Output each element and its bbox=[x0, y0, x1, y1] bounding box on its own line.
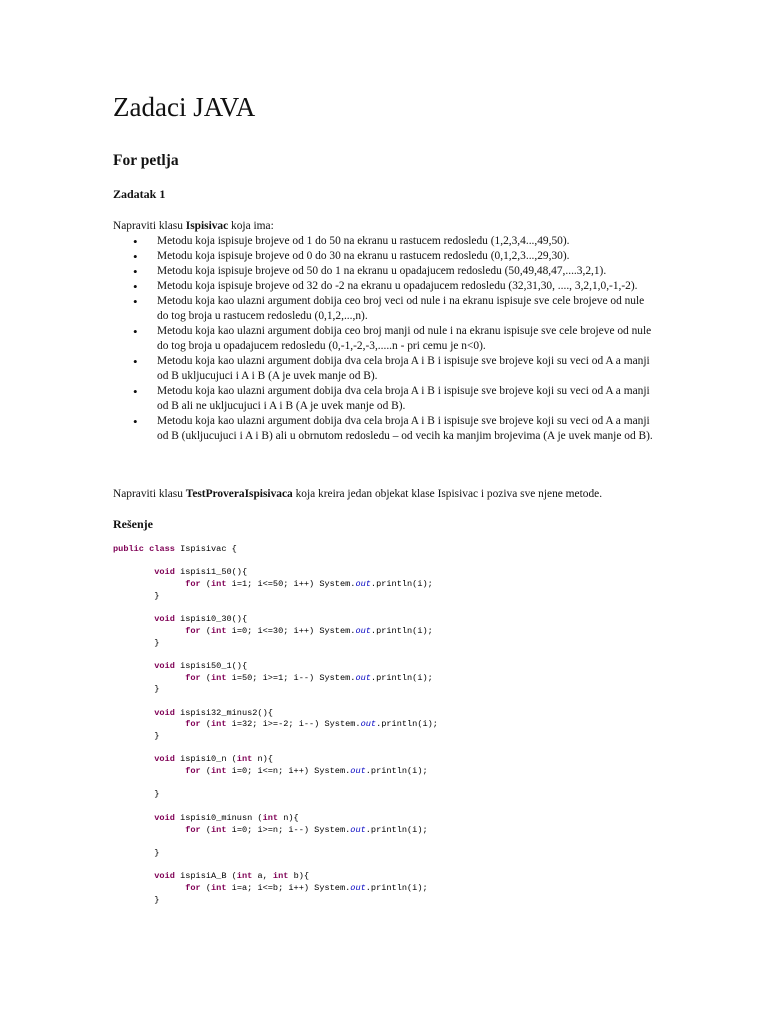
code-line bbox=[113, 766, 438, 778]
code-keyword: int bbox=[236, 754, 253, 765]
code-keyword: void bbox=[154, 871, 175, 882]
code-line bbox=[113, 544, 438, 556]
code-keyword: int bbox=[272, 871, 289, 882]
para2-prefix: Napraviti klasu bbox=[113, 488, 186, 500]
code-line bbox=[113, 825, 438, 837]
code-text: ispisi0_n ( bbox=[174, 754, 237, 765]
code-text: } bbox=[113, 894, 160, 905]
code-text: i=50; i>=1; i--) System. bbox=[226, 672, 356, 683]
code-line bbox=[113, 789, 438, 801]
code-block bbox=[113, 544, 438, 906]
code-text: a, bbox=[252, 871, 273, 882]
code-field: out bbox=[355, 672, 371, 683]
code-line bbox=[113, 731, 438, 743]
code-line bbox=[113, 871, 438, 883]
code-line bbox=[113, 754, 438, 766]
code-text: } bbox=[113, 789, 160, 800]
code-keyword: for bbox=[185, 672, 201, 683]
code-text: } bbox=[113, 847, 160, 858]
code-text: ispisi1_50(){ bbox=[174, 567, 248, 578]
code-line bbox=[113, 860, 438, 872]
code-keyword: for bbox=[185, 579, 201, 590]
code-keyword: int bbox=[211, 672, 227, 683]
code-line bbox=[113, 719, 438, 731]
code-text bbox=[113, 883, 185, 893]
intro-class-name: Ispisivac bbox=[185, 220, 229, 232]
code-line bbox=[113, 661, 438, 673]
list-item: • Metodu koja kao ulazni argument dobija dva cela broja A i B i ispisuje sve brojeve koji su veci od A a manji od B ali ne ukljucujuci i A i B (A je uvek manje od B). bbox=[113, 384, 658, 414]
code-text bbox=[113, 754, 154, 764]
code-text bbox=[113, 661, 154, 671]
code-text: .println(i); bbox=[370, 625, 433, 636]
code-line bbox=[113, 626, 438, 638]
code-text: ( bbox=[200, 766, 212, 777]
code-line bbox=[113, 684, 438, 696]
code-field: out bbox=[350, 766, 366, 777]
code-field: out bbox=[355, 625, 371, 636]
document-title: Zadaci JAVA bbox=[113, 92, 256, 122]
code-line bbox=[113, 848, 438, 860]
code-line bbox=[113, 696, 438, 708]
section-heading: For petlja bbox=[113, 152, 179, 169]
code-text: .println(i); bbox=[376, 719, 438, 730]
code-keyword: int bbox=[211, 882, 227, 893]
code-line bbox=[113, 743, 438, 755]
intro-prefix: Napraviti klasu bbox=[113, 220, 186, 232]
requirements-list bbox=[113, 234, 658, 444]
code-text bbox=[113, 673, 185, 683]
code-text: ( bbox=[200, 824, 212, 835]
code-text: b){ bbox=[288, 871, 310, 882]
code-line bbox=[113, 614, 438, 626]
code-text: .println(i); bbox=[370, 672, 433, 683]
code-line bbox=[113, 801, 438, 813]
code-keyword: int bbox=[211, 579, 227, 590]
code-text: ( bbox=[200, 625, 212, 636]
code-text bbox=[113, 579, 185, 589]
code-text: ispisi0_minusn ( bbox=[174, 812, 263, 823]
intro-suffix: koja ima: bbox=[228, 220, 274, 232]
list-item: • Metodu koja kao ulazni argument dobija dva cela broja A i B i ispisuje sve brojeve koji su veci od A a manji od B ukljucujuci i A i B (A je uvek manje od B). bbox=[113, 354, 658, 384]
code-keyword: int bbox=[262, 812, 279, 823]
para2-class-name: TestProveraIspisivaca bbox=[185, 488, 293, 500]
code-text: i=0; i<=n; i++) System. bbox=[226, 766, 351, 777]
list-item: • Metodu koja kao ulazni argument dobija dva cela broja A i B i ispisuje sve brojeve koji su veci od A a manji od B (ukljucujuci i A i B) ali u obrnutom redosledu – od vecih ka manjim brojevima (A je uvek manje od B). bbox=[113, 414, 658, 444]
code-text: i=1; i<=50; i++) System. bbox=[226, 579, 356, 590]
list-item: • Metodu koja ispisuje brojeve od 0 do 30 na ekranu u rastucem redosledu (0,1,2,3...,29,30). bbox=[113, 249, 658, 264]
code-text: i=32; i>=-2; i--) System. bbox=[226, 719, 361, 730]
code-text: } bbox=[113, 731, 160, 741]
code-keyword: for bbox=[185, 719, 201, 730]
code-text bbox=[113, 719, 185, 729]
list-item: • Metodu koja ispisuje brojeve od 32 do -2 na ekranu u opadajucem redosledu (32,31,30, ...., 3,2,1,0,-1,-2). bbox=[113, 279, 658, 294]
code-line bbox=[113, 813, 438, 825]
code-keyword: void bbox=[154, 754, 175, 765]
code-line bbox=[113, 591, 438, 603]
code-text: .println(i); bbox=[365, 824, 428, 835]
code-keyword: void bbox=[154, 567, 175, 578]
code-text: ( bbox=[200, 672, 212, 683]
code-text: .println(i); bbox=[365, 882, 428, 893]
code-line bbox=[113, 556, 438, 568]
code-text: i=0; i<=30; i++) System. bbox=[226, 625, 356, 636]
code-line bbox=[113, 567, 438, 579]
code-text: ispisi0_30(){ bbox=[174, 614, 248, 625]
code-text bbox=[113, 766, 185, 776]
intro-paragraph bbox=[113, 220, 274, 232]
code-text: .println(i); bbox=[365, 766, 428, 777]
code-keyword: for bbox=[185, 882, 201, 893]
code-keyword: class bbox=[149, 544, 175, 554]
list-item: • Metodu koja kao ulazni argument dobija ceo broj veci od nule i na ekranu ispisuje sve cele brojeve od nule do tog broja u rastucem redosledu (0,1,2,...,n). bbox=[113, 294, 658, 324]
code-text bbox=[113, 614, 154, 624]
code-text: ( bbox=[200, 719, 212, 730]
code-text: ispisiA_B ( bbox=[174, 871, 237, 882]
code-keyword: void bbox=[154, 614, 175, 625]
code-line bbox=[113, 579, 438, 591]
code-text bbox=[113, 813, 154, 823]
code-text: n){ bbox=[252, 754, 273, 765]
list-item: • Metodu koja kao ulazni argument dobija ceo broj manji od nule i na ekranu ispisuje sve cele brojeve od nule do tog broja u opadajucem redosledu (0,-1,-2,-3,.....n - pri cemu je n<0). bbox=[113, 324, 658, 354]
subsection-heading: Zadatak 1 bbox=[113, 187, 166, 201]
code-line bbox=[113, 895, 438, 907]
code-line bbox=[113, 649, 438, 661]
code-line bbox=[113, 708, 438, 720]
code-text bbox=[113, 708, 154, 718]
code-keyword: for bbox=[185, 766, 201, 777]
code-field: out bbox=[350, 882, 366, 893]
code-keyword: void bbox=[154, 707, 175, 718]
code-field: out bbox=[360, 719, 377, 730]
code-text: } bbox=[113, 684, 160, 695]
code-text bbox=[113, 567, 154, 577]
code-text: i=a; i<=b; i++) System. bbox=[226, 882, 351, 893]
code-text: } bbox=[113, 637, 160, 648]
code-text: n){ bbox=[278, 812, 299, 823]
code-keyword: int bbox=[211, 766, 227, 777]
code-line bbox=[113, 638, 438, 650]
code-keyword: void bbox=[154, 812, 175, 823]
code-text: ispisi50_1(){ bbox=[174, 660, 248, 671]
code-field: out bbox=[355, 579, 371, 590]
code-field: out bbox=[350, 824, 366, 835]
code-text: } bbox=[113, 590, 160, 601]
solution-heading: Rešenje bbox=[113, 517, 153, 531]
code-text bbox=[113, 871, 154, 881]
code-line bbox=[113, 602, 438, 614]
code-line bbox=[113, 836, 438, 848]
list-item: • Metodu koja ispisuje brojeve od 50 do 1 na ekranu u opadajucem redosledu (50,49,48,47,....3,2,1). bbox=[113, 264, 658, 279]
code-keyword: int bbox=[211, 625, 227, 636]
code-text: i=0; i>=n; i--) System. bbox=[226, 824, 351, 835]
code-text: Ispisivac { bbox=[174, 544, 237, 554]
test-class-paragraph bbox=[113, 488, 602, 500]
code-text: ( bbox=[200, 882, 212, 893]
code-text bbox=[113, 825, 185, 835]
list-item: • Metodu koja ispisuje brojeve od 1 do 50 na ekranu u rastucem redosledu (1,2,3,4...,49,50). bbox=[113, 234, 658, 249]
code-line bbox=[113, 673, 438, 685]
code-text: ( bbox=[200, 579, 212, 590]
code-line bbox=[113, 778, 438, 790]
code-keyword: public bbox=[113, 544, 144, 554]
code-keyword: for bbox=[185, 824, 201, 835]
code-text: .println(i); bbox=[370, 579, 433, 590]
code-keyword: int bbox=[211, 719, 227, 730]
code-keyword: int bbox=[236, 871, 253, 882]
code-keyword: void bbox=[154, 660, 175, 671]
code-line bbox=[113, 883, 438, 895]
code-text bbox=[113, 626, 185, 636]
code-keyword: int bbox=[211, 824, 227, 835]
para2-suffix: koja kreira jedan objekat klase Ispisivac i poziva sve njene metode. bbox=[292, 488, 603, 500]
code-keyword: for bbox=[185, 625, 201, 636]
code-text: ispisi32_minus2(){ bbox=[174, 707, 273, 718]
